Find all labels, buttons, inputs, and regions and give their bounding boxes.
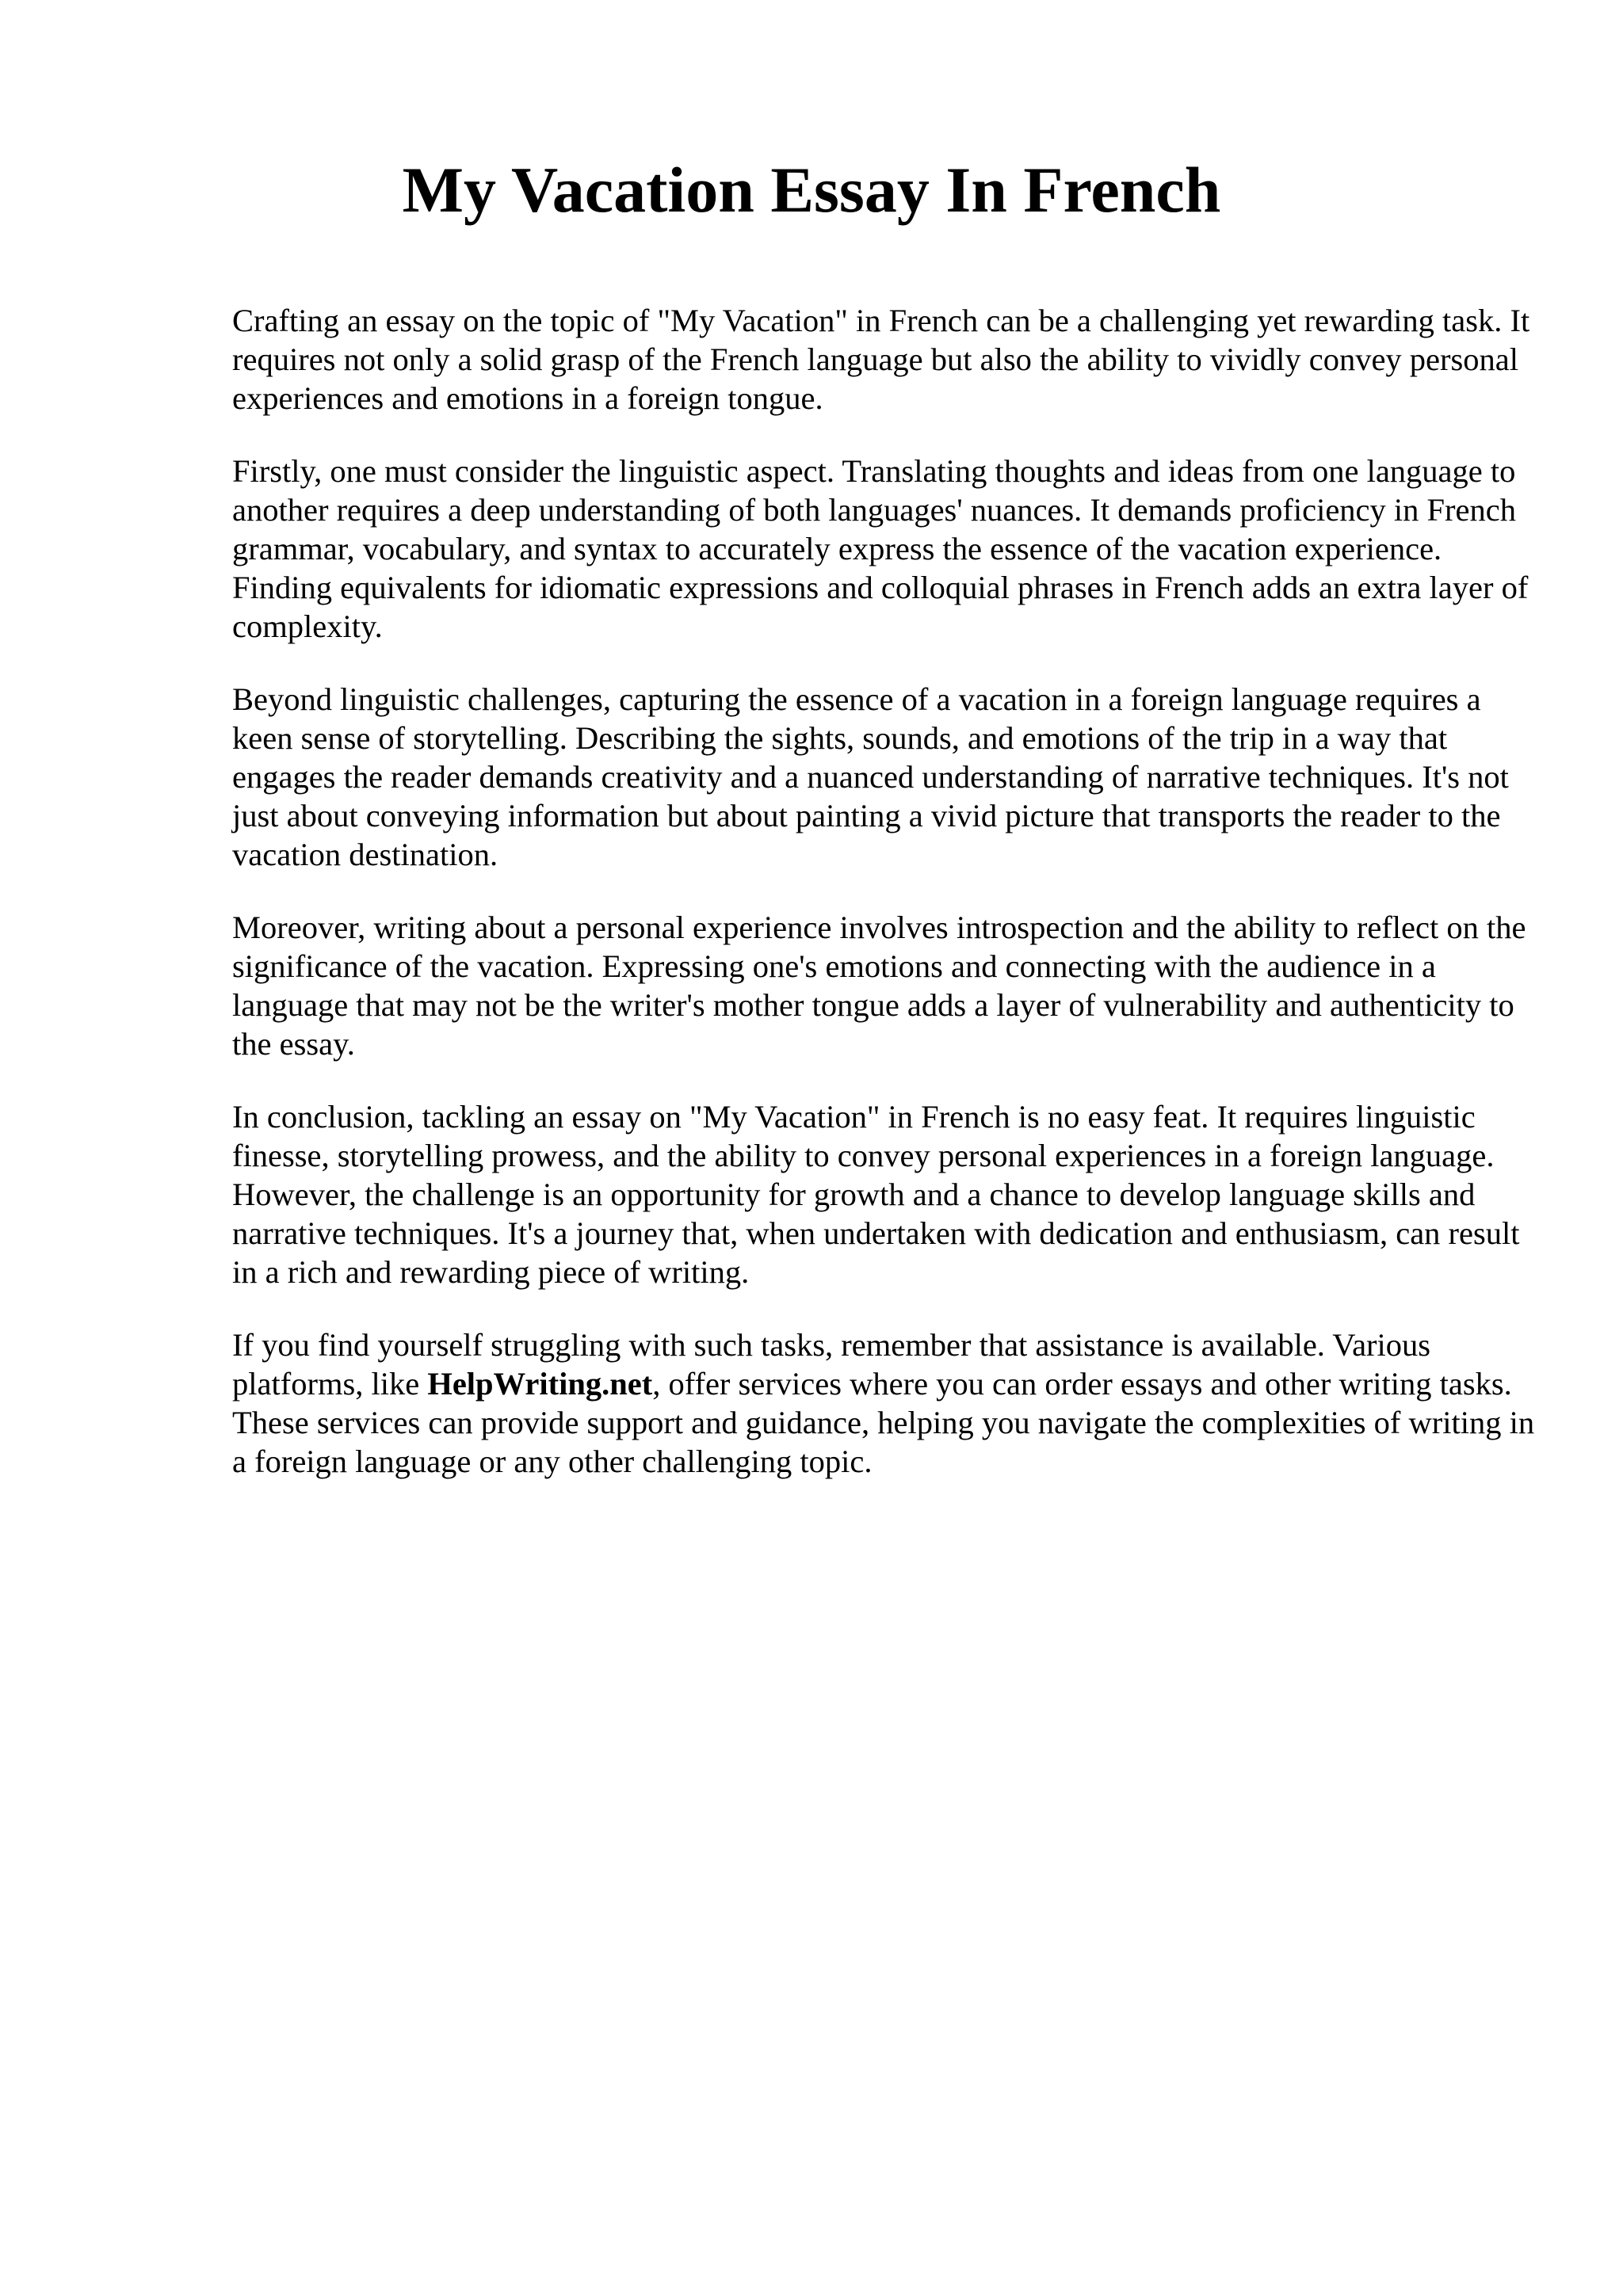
paragraph-linguistic: Firstly, one must consider the linguistic aspect. Translating thoughts and ideas from one language to another requires a deep understanding of both languages' nuances. It demands proficiency in French grammar, vocabulary, and syntax to accurately express the essence of the vacation experience. Finding equivalents for idiomatic expressions and colloquial phrases in French adds an extra layer of complexity. bbox=[232, 453, 1529, 644]
page-title: My Vacation Essay In French bbox=[402, 154, 1221, 226]
paragraph-conclusion: In conclusion, tackling an essay on "My Vacation" in French is no easy feat. It requires linguistic finesse, storytelling prowess, and the ability to convey personal experiences in a foreign language. However, the challenge is an opportunity for growth and a chance to develop language skills and narrative techniques. It's a journey that, when undertaken with dedication and enthusiasm, can result in a rich and rewarding piece of writing. bbox=[232, 1099, 1520, 1290]
paragraph-introspection: Moreover, writing about a personal experience involves introspection and the ability to reflect on the significance of the vacation. Expressing one's emotions and connecting with the audience in a language that may not be the writer's mother tongue adds a layer of vulnerability and authenticity to the essay. bbox=[232, 910, 1526, 1062]
assistance-text-after: , offer services where you can order essays and other writing tasks. These services can provide support and guidance, helping you navigate the complexities of writing in a foreign language or any other challenging topic. bbox=[232, 1366, 1535, 1479]
paragraph-assistance bbox=[232, 1325, 1548, 1481]
paragraph-intro: Crafting an essay on the topic of "My Vacation" in French can be a challenging yet rewarding task. It requires not only a solid grasp of the French language but also the ability to vividly convey personal experiences and emotions in a foreign tongue. bbox=[232, 303, 1530, 416]
helpwriting-link[interactable]: HelpWriting.net bbox=[427, 1366, 653, 1402]
paragraph-storytelling: Beyond linguistic challenges, capturing the essence of a vacation in a foreign language requires a keen sense of storytelling. Describing the sights, sounds, and emotions of the trip in a way that engages the reader demands creativity and a nuanced understanding of narrative techniques. It's not just about conveying information but about painting a vivid picture that transports the reader to the vacation destination. bbox=[232, 681, 1509, 872]
assistance-text-before: If you find yourself struggling with such tasks, remember that assistance is available. Various platforms, like bbox=[232, 1327, 1431, 1402]
essay-body bbox=[232, 301, 1548, 1515]
